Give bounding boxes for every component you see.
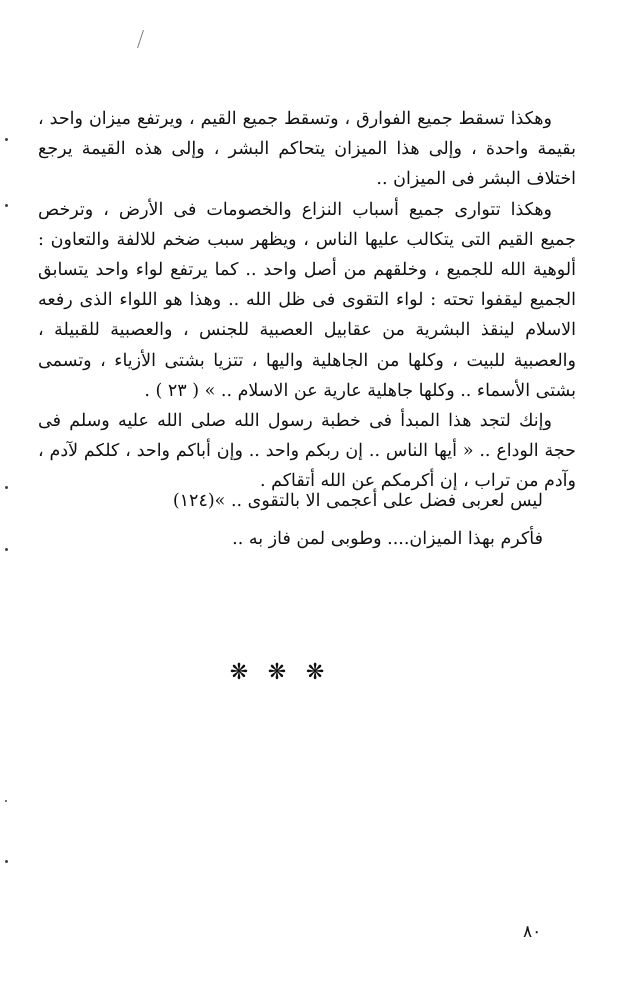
scan-dot — [5, 486, 8, 489]
scan-dot — [5, 800, 7, 802]
scan-dot — [5, 204, 8, 207]
scan-dot — [5, 138, 8, 141]
page-number: ٨٠ — [523, 922, 542, 942]
section-separator: ❋ ❋ ❋ — [229, 660, 331, 685]
body-text — [38, 104, 576, 497]
closing-line: فأكرم بهذا الميزان.... وطوبى لمن فاز به .. — [232, 529, 543, 549]
paragraph-3: وإنك لتجد هذا المبدأ فى خطبة رسول الله صلى الله عليه وسلم فى حجة الوداع .. « أيها الناس .. إن ربكم واحد .. وإن أباكم واحد ، كلكم لآدم ، وآدم من تراب ، إن أكرمكم عن الله أتقاكم . — [38, 411, 576, 492]
scan-dot — [5, 860, 8, 863]
scan-dot — [5, 548, 8, 551]
paragraph-1: وهكذا تسقط جميع الفوارق ، وتسقط جميع القيم ، ويرتفع ميزان واحد ، بقيمة واحدة ، وإلى هذا الميزان يتحاكم البشر ، وإلى هذه القيمة يرجع اختلاف البشر فى الميزان .. — [38, 109, 576, 190]
paragraph-2: وهكذا تتوارى جميع أسباب النزاع والخصومات فى الأرض ، وترخص جميع القيم التى يتكالب عليها الناس ، ويظهر سبب ضخم للالفة والتعاون : ألوهية الله للجميع ، وخلقهم من أصل واحد .. كما يرتفع لواء واحد يتسابق الجميع ليقفوا تحته : لواء التقوى فى ظل الله .. وهذا هو اللواء الذى رفعه الاسلام لينقذ البشرية من عقابيل العصبية للجنس ، والعصبية للقبيلة ، والعصبية للبيت ، وكلها من الجاهلية واليها ، تتزيا بشتى الأزياء ، وتسمى بشتى الأسماء .. وكلها جاهلية عارية عن الاسلام .. » ( ٢٣ ) . — [38, 199, 576, 401]
margin-mark — [137, 30, 150, 48]
hadith-quote-line: ليس لعربى فضل على أعجمى الا بالتقوى .. »(١٢٤) — [172, 491, 543, 511]
